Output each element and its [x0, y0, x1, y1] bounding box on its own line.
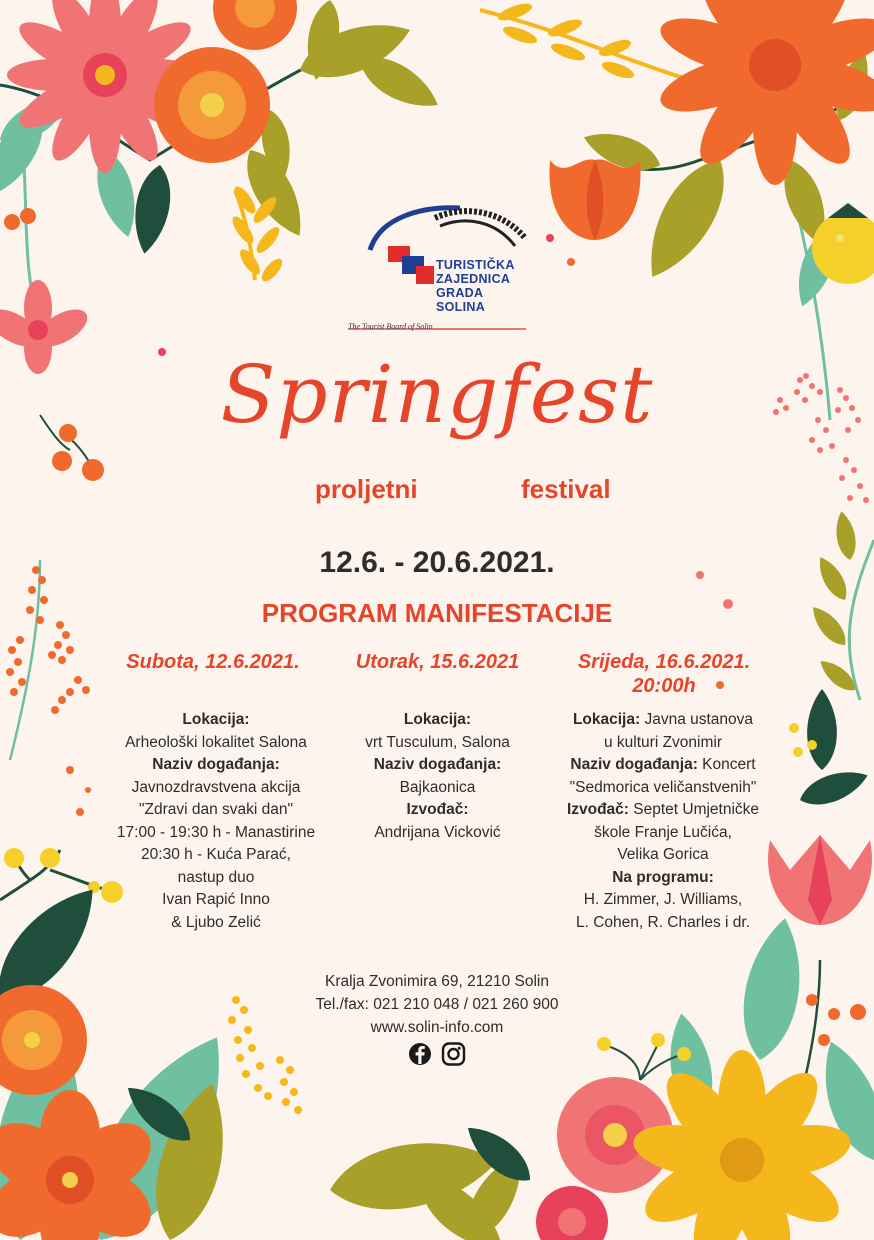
tourist-board-logo	[340, 198, 540, 338]
phone-fax: Tel./fax: 021 210 048 / 021 260 900	[315, 996, 559, 1013]
bottom-right-flowers	[458, 914, 874, 1240]
detail-text: "Zdravi dan svaki dan"	[138, 801, 294, 818]
detail-text: Javnozdravstvena akcija	[131, 778, 301, 796]
detail-line	[545, 732, 781, 755]
detail-label: Naziv događanja:	[373, 756, 502, 773]
detail-text: 20:30 h - Kuća Parać,	[141, 846, 291, 863]
detail-text: 17:00 - 19:30 h - Manastirine	[116, 823, 316, 841]
detail-text: L. Cohen, R. Charles i dr.	[575, 913, 751, 931]
logo-line: GRADA	[436, 286, 484, 300]
detail-line	[85, 889, 347, 912]
detail-line	[545, 754, 781, 777]
detail-line	[335, 732, 540, 755]
detail-label: Naziv događanja:	[570, 756, 698, 773]
detail-line	[85, 822, 347, 845]
day-3-heading	[550, 650, 778, 698]
logo-name	[436, 258, 515, 314]
instagram-icon[interactable]	[443, 1044, 464, 1065]
logo-line: TURISTIČKA	[436, 258, 515, 272]
detail-line	[545, 844, 781, 867]
detail-text: "Sedmorica veličanstvenih"	[569, 778, 757, 796]
website-link[interactable]: www.solin-info.com	[370, 1019, 504, 1036]
detail-line	[335, 709, 540, 732]
detail-label: Naziv događanja:	[152, 756, 280, 773]
subtitle-left: proljetni	[315, 474, 418, 504]
detail-line	[85, 799, 347, 822]
detail-line	[545, 709, 781, 732]
detail-line	[85, 732, 347, 755]
day-1-details	[85, 709, 347, 934]
detail-text: Bajkaonica	[399, 778, 476, 796]
day-heading-line: 20:00h	[632, 675, 696, 697]
detail-text: Andrijana Vicković	[374, 823, 501, 841]
address: Kralja Zvonimira 69, 21210 Solin	[324, 973, 549, 990]
detail-text: H. Zimmer, J. Williams,	[583, 891, 743, 908]
day-1-heading	[98, 650, 328, 674]
detail-text: Arheološki lokalitet Salona	[125, 733, 307, 751]
day-2-heading	[330, 650, 545, 674]
festival-title: Springfest	[220, 348, 654, 441]
day-3-details	[545, 709, 781, 934]
detail-label: Lokacija:	[403, 711, 472, 728]
day-heading-line: Srijeda, 16.6.2021.	[577, 651, 751, 673]
facebook-icon[interactable]	[409, 1043, 431, 1065]
logo-line: SOLINA	[436, 300, 486, 314]
detail-line	[335, 799, 540, 822]
program-title: PROGRAM MANIFESTACIJE	[261, 598, 613, 628]
detail-line	[545, 799, 781, 822]
detail-text: u kulturi Zvonimir	[604, 733, 722, 751]
detail-text: nastup duo	[177, 868, 255, 886]
detail-line	[335, 754, 540, 777]
detail-label: Lokacija:	[572, 711, 641, 728]
detail-text: & Ljubo Zelić	[171, 913, 261, 931]
detail-line	[545, 889, 781, 912]
detail-text: Septet Umjetničke	[628, 801, 760, 818]
logo-line: ZAJEDNICA	[436, 272, 511, 286]
detail-line	[85, 844, 347, 867]
detail-label: Izvođač:	[566, 801, 629, 818]
detail-line	[545, 867, 781, 890]
detail-line	[335, 777, 540, 800]
logo-tagline: The Tourist Board of Solin	[348, 322, 433, 331]
detail-line	[85, 754, 347, 777]
day-2-details	[335, 709, 540, 844]
festival-dates: 12.6. - 20.6.2021.	[319, 546, 555, 579]
detail-label: Lokacija:	[182, 711, 250, 728]
detail-line	[85, 777, 347, 800]
detail-line	[85, 867, 347, 890]
social-links	[408, 1042, 468, 1072]
day-heading-line: Utorak, 15.6.2021	[355, 651, 520, 673]
detail-text: Velika Gorica	[617, 846, 709, 863]
contact-info	[0, 970, 874, 1039]
detail-text: škole Franje Lučića,	[594, 823, 732, 841]
detail-line	[545, 912, 781, 935]
day-heading-line: Subota, 12.6.2021.	[126, 651, 300, 673]
detail-text: Ivan Rapić Inno	[162, 891, 270, 908]
detail-label: Izvođač:	[406, 801, 469, 818]
detail-label: Na programu:	[612, 868, 714, 886]
detail-text: vrt Tusculum, Salona	[365, 733, 510, 751]
subtitle-right: festival	[521, 474, 611, 504]
detail-line	[85, 709, 347, 732]
detail-text: Javna ustanova	[640, 711, 754, 728]
detail-text: Koncert	[697, 756, 756, 773]
detail-line	[335, 822, 540, 845]
detail-line	[545, 822, 781, 845]
detail-line	[545, 777, 781, 800]
detail-line	[85, 912, 347, 935]
